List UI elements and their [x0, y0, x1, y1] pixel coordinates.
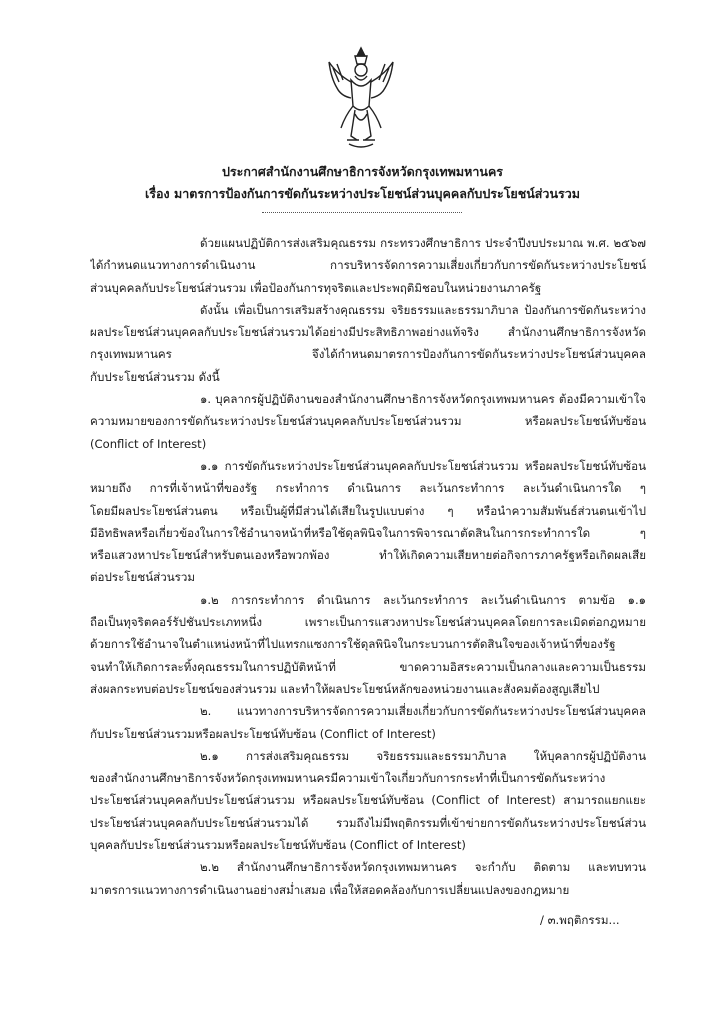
paragraph-line: กับประโยชน์ส่วนรวม ดังนี้	[90, 369, 220, 384]
paragraph-line: ดังนั้น เพื่อเป็นการเสริมสร้างคุณธรรม จริยธรรมและธรรมาภิบาล ป้องกันการขัดกันระหว่าง	[200, 302, 646, 317]
paragraph-line: ๑.๒ การกระทำการ ดำเนินการ ละเว้นกระทำการ ละเว้นดำเนินการ ตามข้อ ๑.๑	[200, 592, 646, 607]
announcement-title: ประกาศสำนักงานศึกษาธิการจังหวัดกรุงเทพมหานคร	[221, 164, 504, 179]
paragraph-line: ผลประโยชน์ส่วนบุคคลกับประโยชน์ส่วนรวมได้อย่างมีประสิทธิภาพอย่างแท้จริง สำนักงานศึกษาธิการจังหวัด	[90, 325, 646, 340]
paragraph-line: โดยมีผลประโยชน์ส่วนตน หรือเป็นผู้ที่มีส่วนได้เสียในรูปแบบต่าง ๆ หรือนำความสัมพันธ์ส่วนตนเข้าไป	[90, 503, 646, 518]
paragraph-line: ส่งผลกระทบต่อประโยชน์ของส่วนรวม และทำให้ผลประโยชน์หลักของหน่วยงานและสังคมต้องสูญเสียไป	[90, 681, 600, 696]
announcement-subject: เรื่อง มาตรการป้องกันการขัดกันระหว่างประโยชน์ส่วนบุคคลกับประโยชน์ส่วนรวม	[145, 186, 580, 201]
paragraph-line: ความหมายของการขัดกันระหว่างประโยชน์ส่วนบุคคลกับประโยชน์ส่วนรวม หรือผลประโยชน์ทับซ้อน	[90, 414, 646, 429]
paragraph-line: บุคคลกับประโยชน์ส่วนรวมหรือผลประโยชน์ทับซ้อน (Conflict of Interest)	[90, 838, 466, 853]
paragraph-line: ได้กำหนดแนวทางการดำเนินงาน การบริหารจัดการความเสี่ยงเกี่ยวกับการขัดกันระหว่างประโยชน์	[90, 258, 646, 273]
paragraph-line: จนทำให้เกิดการละทิ้งคุณธรรมในการปฏิบัติหน้าที่ ขาดความอิสระความเป็นกลางและความเป็นธรรม	[90, 659, 646, 674]
page-continuation: / ๓.พฤติกรรม...	[540, 913, 620, 927]
garuda-emblem-icon	[325, 44, 397, 152]
paragraph-line: ๑.๑ การขัดกันระหว่างประโยชน์ส่วนบุคคลกับประโยชน์ส่วนรวม หรือผลประโยชน์ทับซ้อน	[200, 458, 646, 473]
paragraph-line: ประโยชน์ส่วนบุคคลกับประโยชน์ส่วนรวมได้ รวมถึงไม่มีพฤติกรรมที่เข้าข่ายการขัดกันระหว่างประโยชน์ส่วน	[90, 815, 646, 830]
paragraph-line: หมายถึง การที่เจ้าหน้าที่ของรัฐ กระทำการ ดำเนินการ ละเว้นกระทำการ ละเว้นดำเนินการใด ๆ	[90, 481, 646, 496]
paragraph-line: ๒.๑ การส่งเสริมคุณธรรม จริยธรรมและธรรมาภิบาล ให้บุคลากรผู้ปฏิบัติงาน	[200, 748, 646, 763]
paragraph-line: ด้วยการใช้อำนาจในตำแหน่งหน้าที่ไปแทรกแซงการใช้ดุลพินิจในกระบวนการตัดสินใจของเจ้าหน้าที่ของรัฐ	[90, 637, 616, 652]
paragraph-line: ด้วยแผนปฏิบัติการส่งเสริมคุณธรรม กระทรวงศึกษาธิการ ประจำปีงบประมาณ พ.ศ. ๒๕๖๗	[200, 236, 646, 250]
paragraph-line: หรือแสวงหาประโยชน์สำหรับตนเองหรือพวกพ้อง ทำให้เกิดความเสียหายต่อกิจการภาครัฐหรือเกิดผลเสีย	[90, 548, 646, 563]
paragraph-line: มาตรการแนวทางการดำเนินงานอย่างสม่ำเสมอ เพื่อให้สอดคล้องกับการเปลี่ยนแปลงของกฎหมาย	[90, 882, 570, 897]
paragraph-line: ๒. แนวทางการบริหารจัดการความเสี่ยงเกี่ยวกับการขัดกันระหว่างประโยชน์ส่วนบุคคล	[200, 704, 646, 719]
paragraph-line: ๑. บุคลากรผู้ปฏิบัติงานของสำนักงานศึกษาธิการจังหวัดกรุงเทพมหานคร ต้องมีความเข้าใจ	[200, 392, 646, 407]
paragraph-line: ประโยชน์ส่วนบุคคลกับประโยชน์ส่วนรวม หรือผลประโยชน์ทับซ้อน (Conflict of Interest) สามารถแยกแยะ	[90, 793, 646, 808]
dotted-divider	[262, 212, 462, 213]
paragraph-line: มีอิทธิพลหรือเกี่ยวข้องในการใช้อำนาจหน้าที่หรือใช้ดุลพินิจในการพิจารณาตัดสินในการกระทำการใด ๆ	[90, 525, 646, 540]
paragraph-line: ถือเป็นทุจริตคอร์รัปชันประเภทหนึ่ง เพราะเป็นการแสวงหาประโยชน์ส่วนบุคคลโดยการละเมิดต่อกฎหมาย	[90, 615, 646, 630]
paragraph-line: ต่อประโยชน์ส่วนรวม	[90, 570, 196, 585]
paragraph-line: ของสำนักงานศึกษาธิการจังหวัดกรุงเทพมหานครมีความเข้าใจเกี่ยวกับการกระทำที่เป็นการขัดกันระหว่าง	[90, 771, 606, 786]
paragraph-line: ส่วนบุคคลกับประโยชน์ส่วนรวม เพื่อป้องกันการทุจริตและประพฤติมิชอบในหน่วยงานภาครัฐ	[90, 280, 542, 295]
paragraph-line: (Conflict of Interest)	[90, 436, 207, 451]
paragraph-line: กรุงเทพมหานคร จึงได้กำหนดมาตรการป้องกันการขัดกันระหว่างประโยชน์ส่วนบุคคล	[90, 347, 646, 362]
document-body	[90, 232, 646, 901]
paragraph-line: ๒.๒ สำนักงานศึกษาธิการจังหวัดกรุงเทพมหานคร จะกำกับ ติดตาม และทบทวน	[200, 860, 646, 875]
paragraph-line: กับประโยชน์ส่วนรวมหรือผลประโยชน์ทับซ้อน (Conflict of Interest)	[90, 726, 436, 741]
